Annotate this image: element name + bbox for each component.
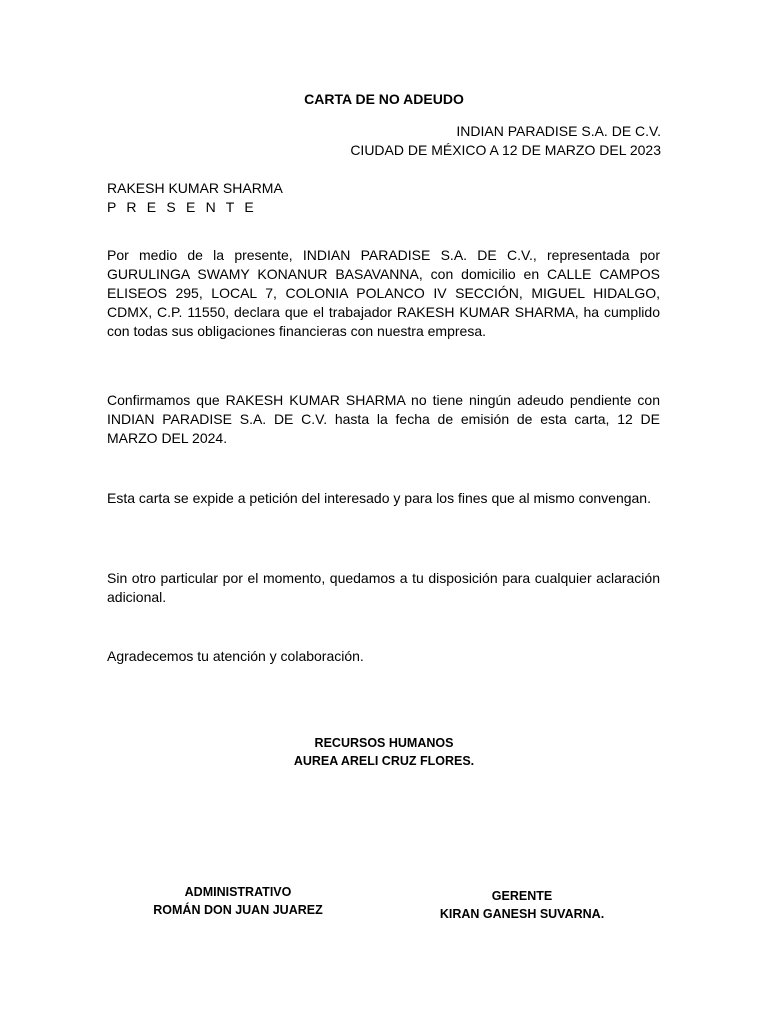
company-line: INDIAN PARADISE S.A. DE C.V. [456, 123, 661, 139]
letter-header [350, 122, 661, 160]
signature-manager [372, 887, 672, 923]
letter-title: CARTA DE NO ADEUDO [304, 91, 464, 107]
signature-manager-role: GERENTE [491, 889, 553, 903]
paragraph-thanks: Agradecemos tu atención y colaboración. [107, 648, 364, 664]
paragraph-availability: Sin otro particular por el momento, quedamos a tu disposición para cualquier aclaración adicional. [107, 570, 660, 605]
recipient-presente: P R E S E N T E [107, 199, 257, 215]
signature-admin-name: ROMÁN DON JUAN JUAREZ [153, 903, 323, 917]
paragraph-declaration: Por medio de la presente, INDIAN PARADISE S.A. DE C.V., representada por GURULINGA SWAMY KONANUR BASAVANNA, con domicilio en CALLE CAMPOS ELISEOS 295, LOCAL 7, COLONIA POLANCO IV SECCIÓN, MIGUEL HIDALGO, CDMX, C.P. 11550, declara que el trabajador RAKESH KUMAR SHARMA, ha cumplido con todas sus obligaciones financieras con nuestra empresa. [107, 247, 660, 339]
signature-hr [184, 734, 584, 770]
signature-hr-role: RECURSOS HUMANOS [314, 736, 454, 750]
paragraph-issuance: Esta carta se expide a petición del interesado y para los fines que al mismo convengan. [107, 490, 651, 506]
signature-admin [88, 883, 388, 919]
signature-manager-name: KIRAN GANESH SUVARNA. [439, 907, 605, 921]
signature-hr-name: AUREA ARELI CRUZ FLORES. [293, 754, 475, 768]
recipient-name: RAKESH KUMAR SHARMA [107, 180, 283, 196]
paragraph-confirmation: Confirmamos que RAKESH KUMAR SHARMA no tiene ningún adeudo pendiente con INDIAN PARADISE S.A. DE C.V. hasta la fecha de emisión de esta carta, 12 DE MARZO DEL 2024. [107, 392, 660, 446]
place-date-line: CIUDAD DE MÉXICO A 12 DE MARZO DEL 2023 [350, 142, 661, 158]
signature-admin-role: ADMINISTRATIVO [184, 885, 292, 899]
recipient-block [107, 179, 283, 217]
